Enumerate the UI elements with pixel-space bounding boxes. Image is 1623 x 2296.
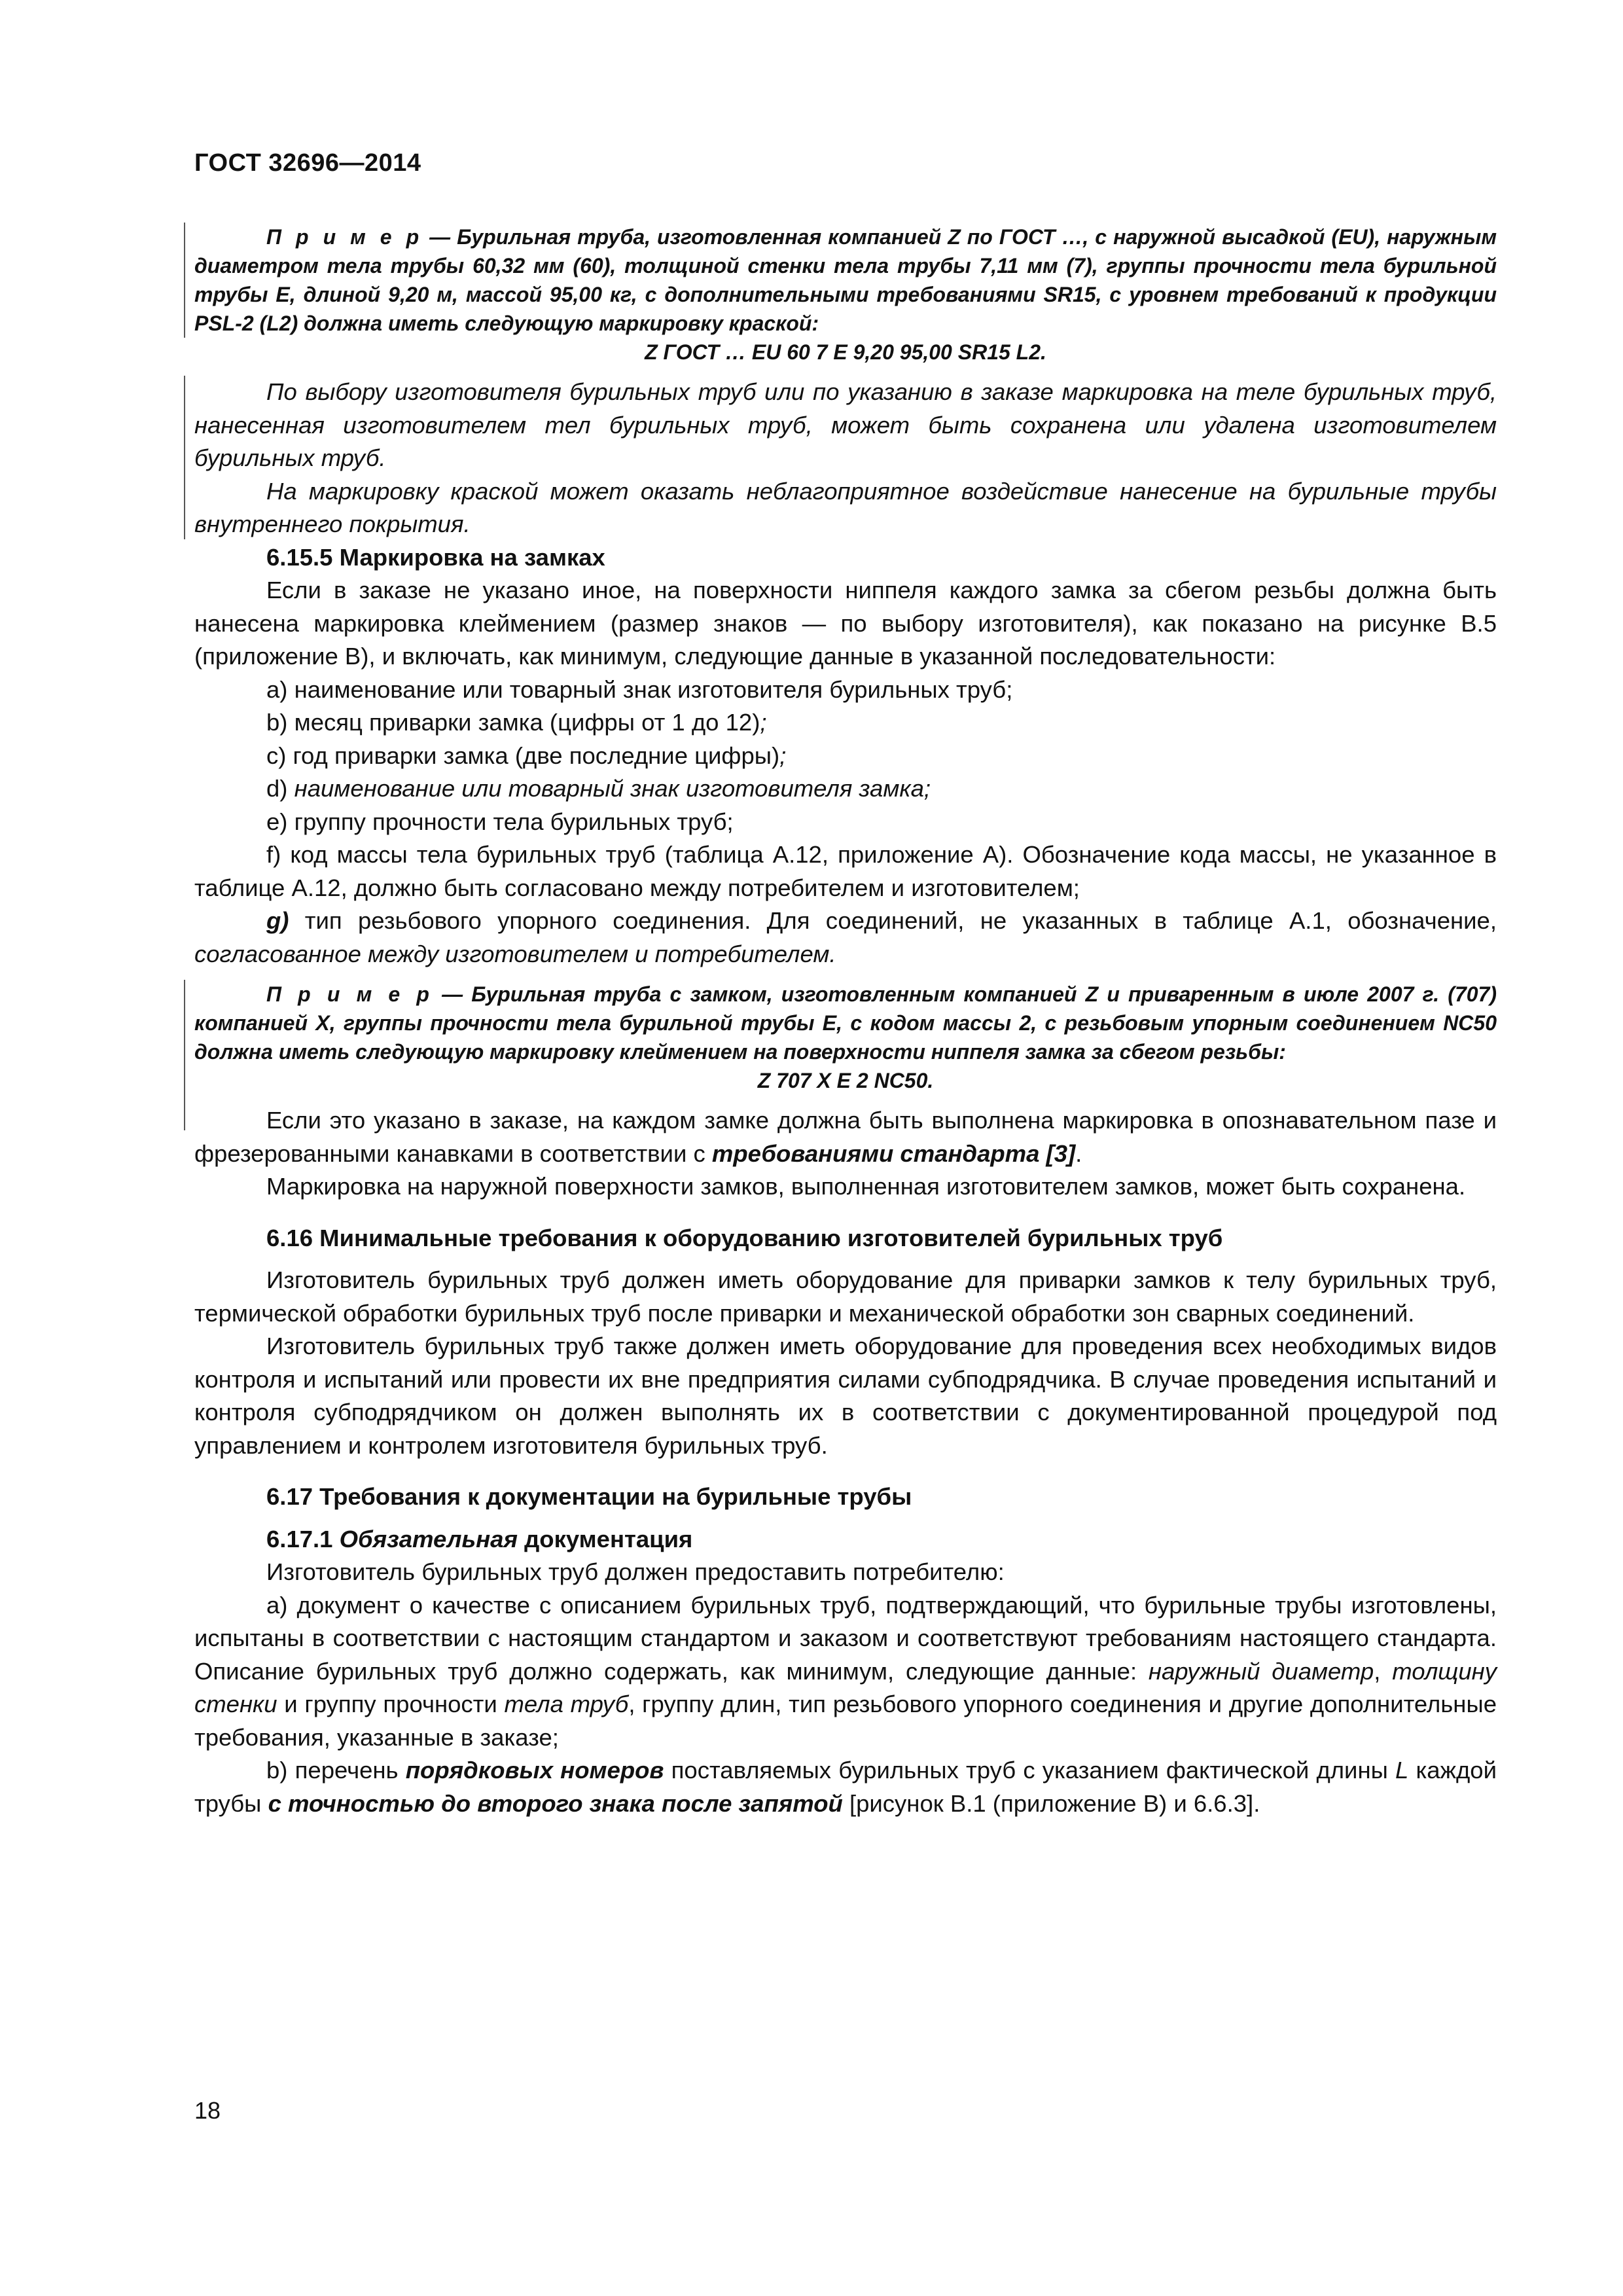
list-item: е) группу прочности тела бурильных труб; (266, 808, 734, 835)
example-marking: Z 707 X E 2 NC50. (757, 1069, 934, 1092)
paragraph: Маркировка на наружной поверхности замков, выполненная изготовителем замков, может быть сохранена. (266, 1173, 1466, 1200)
paragraph: Изготовитель бурильных труб должен иметь оборудование для приварки замков к телу бурильных труб, термической обработки бурильных труб после приварки и механической обработки зон сварных соединений. (194, 1266, 1497, 1327)
page-number: 18 (194, 2097, 221, 2124)
page-content (194, 223, 1497, 1820)
paragraph: На маркировку краской может оказать неблагоприятное воздействие нанесение на бурильные трубы внутреннего покрытия. (194, 477, 1497, 537)
paragraph: Изготовитель бурильных труб должен предоставить потребителю: (266, 1558, 1005, 1585)
example-text: П р и м е р — Бурильная труба, изготовленная компанией Z по ГОСТ …, с наружной высадкой (EU), наружным диаметром тела трубы 60,32 мм (60), толщиной стенки тела трубы 7,11 мм (7), группы прочности тела бурильной трубы E, длиной 9,20 м, массой 95,00 кг, с дополнительными требованиями SR15, с уровнем требований к продукции PSL-2 (L2) должна иметь следующую маркировку краской: (194, 225, 1497, 335)
paragraph: Если это указано в заказе, на каждом замке должна быть выполнена маркировка в опознавательном пазе и фрезерованными канавками в соответствии с требованиями стандарта [3]. (194, 1107, 1497, 1167)
list-item: g) тип резьбового упорного соединения. Для соединений, не указанных в таблице А.1, обозначение, согласованное между изготовителем и потребителем. (194, 907, 1497, 967)
change-bar (184, 980, 185, 1130)
list-item: b) месяц приварки замка (цифры от 1 до 12); (266, 709, 767, 736)
example-block (194, 980, 1497, 1095)
section-heading: 6.17 Требования к документации на бурильные трубы (266, 1483, 912, 1510)
paragraph: Изготовитель бурильных труб также должен иметь оборудование для проведения всех необходимых видов контроля и испытаний или провести их вне предприятия силами субподрядчика. В случае проведения испытаний и контроля субподрядчиком он должен выполнять их в соответствии с документированной процедурой под управлением и контролем изготовителя бурильных труб. (194, 1333, 1497, 1459)
list-item: а) наименование или товарный знак изготовителя бурильных труб; (266, 675, 1013, 703)
change-bar (184, 376, 185, 539)
list-item: а) документ о качестве с описанием бурильных труб, подтверждающий, что бурильные трубы изготовлены, испытаны в соответствии с настоящим стандартом и заказом и соответствуют требованиям настоящего стандарта. Описание бурильных труб должно содержать, как минимум, следующие данные: наружный диаметр, толщину стенки и группу прочности тела труб, группу длин, тип резьбового упорного соединения и другие дополнительные требования, указанные в заказе; (194, 1591, 1497, 1751)
subsection-heading: 6.17.1 Обязательная документация (266, 1525, 693, 1552)
example-block (194, 223, 1497, 367)
document-header: ГОСТ 32696—2014 (194, 149, 421, 177)
italic-block (194, 376, 1497, 541)
example-marking: Z ГОСТ … EU 60 7 E 9,20 95,00 SR15 L2. (645, 340, 1046, 364)
change-bar (184, 223, 185, 338)
section-heading: 6.15.5 Маркировка на замках (266, 543, 605, 571)
section-heading: 6.16 Минимальные требования к оборудованию изготовителей бурильных труб (266, 1224, 1223, 1251)
list-item: с) год приварки замка (две последние цифры); (266, 742, 787, 769)
list-item: f) код массы тела бурильных труб (таблица А.12, приложение А). Обозначение кода массы, не указанное в таблице А.12, должно быть согласовано между потребителем и изготовителем; (194, 841, 1497, 901)
paragraph: По выбору изготовителя бурильных труб или по указанию в заказе маркировка на теле бурильных труб, нанесенная изготовителем тел бурильных труб, может быть сохранена или удалена изготовителем бурильных труб. (194, 378, 1497, 471)
example-text: П р и м е р — Бурильная труба с замком, изготовленным компанией Z и приваренным в июле 2007 г. (707) компанией X, группы прочности тела бурильной трубы E, с кодом массы 2, с резьбовым упорным соединением NC50 должна иметь следующую маркировку клеймением на поверхности ниппеля замка за сбегом резьбы: (194, 982, 1497, 1064)
paragraph: Если в заказе не указано иное, на поверхности ниппеля каждого замка за сбегом резьбы должна быть нанесена маркировка клеймением (размер знаков — по выбору изготовителя), как показано на рисунке В.5 (приложение В), и включать, как минимум, следующие данные в указанной последовательности: (194, 577, 1497, 670)
list-item: b) перечень порядковых номеров поставляемых бурильных труб с указанием фактической длины L каждой трубы с точностью до второго знака после запятой [рисунок В.1 (приложение В) и 6.6.3]. (194, 1757, 1497, 1817)
list-item: d) наименование или товарный знак изготовителя замка; (266, 775, 931, 802)
